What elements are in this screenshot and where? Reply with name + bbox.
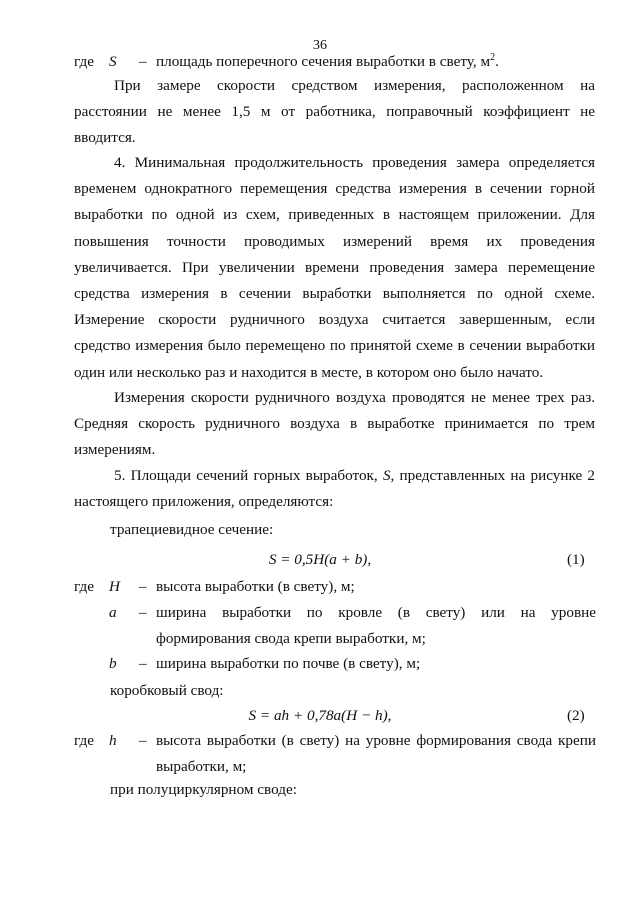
symbol-S: S — [109, 53, 117, 70]
definition-S-text: площадь поперечного сечения выработки в свету, $м^2$. — [156, 51, 499, 70]
paragraph-measure-distance: При замере скорости средством измерения, расположенном на расстоянии не менее 1,5 м от работника, поправочный коэффициент не вводится. — [74, 77, 595, 147]
formula-2-number: (2) — [567, 707, 585, 724]
box-vault-label: коробковый свод: — [110, 682, 224, 699]
formula-1 — [0, 548, 640, 572]
definition-a-text-line2: формирования свода крепи выработки, м; — [156, 630, 426, 647]
where-label: где — [74, 578, 94, 595]
dash: – — [139, 578, 147, 595]
formula-2-expression: S = ah + 0,78a(H − h), — [248, 707, 392, 724]
definition-H-text: высота выработки (в свету), м; — [156, 578, 355, 595]
symbol-h: h — [109, 732, 117, 749]
symbol-b: b — [109, 655, 117, 672]
where-label: где — [74, 53, 94, 70]
dash: – — [139, 732, 147, 749]
dash: – — [139, 604, 147, 621]
page-number: 36 — [313, 38, 327, 53]
definition-a-text-line1: ширина выработки по кровле (в свету) или на уровне — [156, 604, 596, 621]
dash: – — [139, 53, 147, 70]
definition-h-text-line2: выработки, м; — [156, 758, 247, 775]
formula-1-expression: S = 0,5H(a + b), — [268, 551, 372, 568]
paragraph-repeat: Измерения скорости рудничного воздуха проводятся не менее трех раз. Средняя скорость рудничного воздуха в выработке принимается по трем измерениям. — [74, 389, 595, 459]
definition-b-text: ширина выработки по почве (в свету), м; — [156, 655, 421, 672]
formula-1-number: (1) — [567, 551, 585, 568]
where-label: где — [74, 732, 94, 749]
paragraph-duration: 4. Минимальная продолжительность проведения замера определяется временем однократного перемещения средства измерения в сечении горной выработки по одной из схем, приведенных в настоящем приложении. Для повышения точности проводимых измерений время их проведения увеличивается. При увеличении времени проведения замера перемещение средства измерения в сечении выработки выполняется по одной схеме. Измерение скорости рудничного воздуха считается завершенным, если средство измерения было перемещено по принятой схеме в сечении выработки один или несколько раз и находится в месте, в котором оно было начато. — [74, 154, 595, 381]
semicircular-label: при полуциркулярном своде: — [110, 781, 297, 798]
formula-2 — [0, 704, 640, 728]
symbol-H: H — [109, 578, 120, 595]
paragraph-section-areas: 5. Площади сечений горных выработок, S, представленных на рисунке 2 настоящего приложения, определяются: — [74, 467, 595, 511]
definition-h-text-line1: высота выработки (в свету) на уровне формирования свода крепи — [156, 732, 596, 749]
dash: – — [139, 655, 147, 672]
trapezoid-label: трапециевидное сечение: — [110, 521, 274, 538]
symbol-S-inline: S — [382, 467, 391, 484]
symbol-a: a — [109, 604, 117, 621]
